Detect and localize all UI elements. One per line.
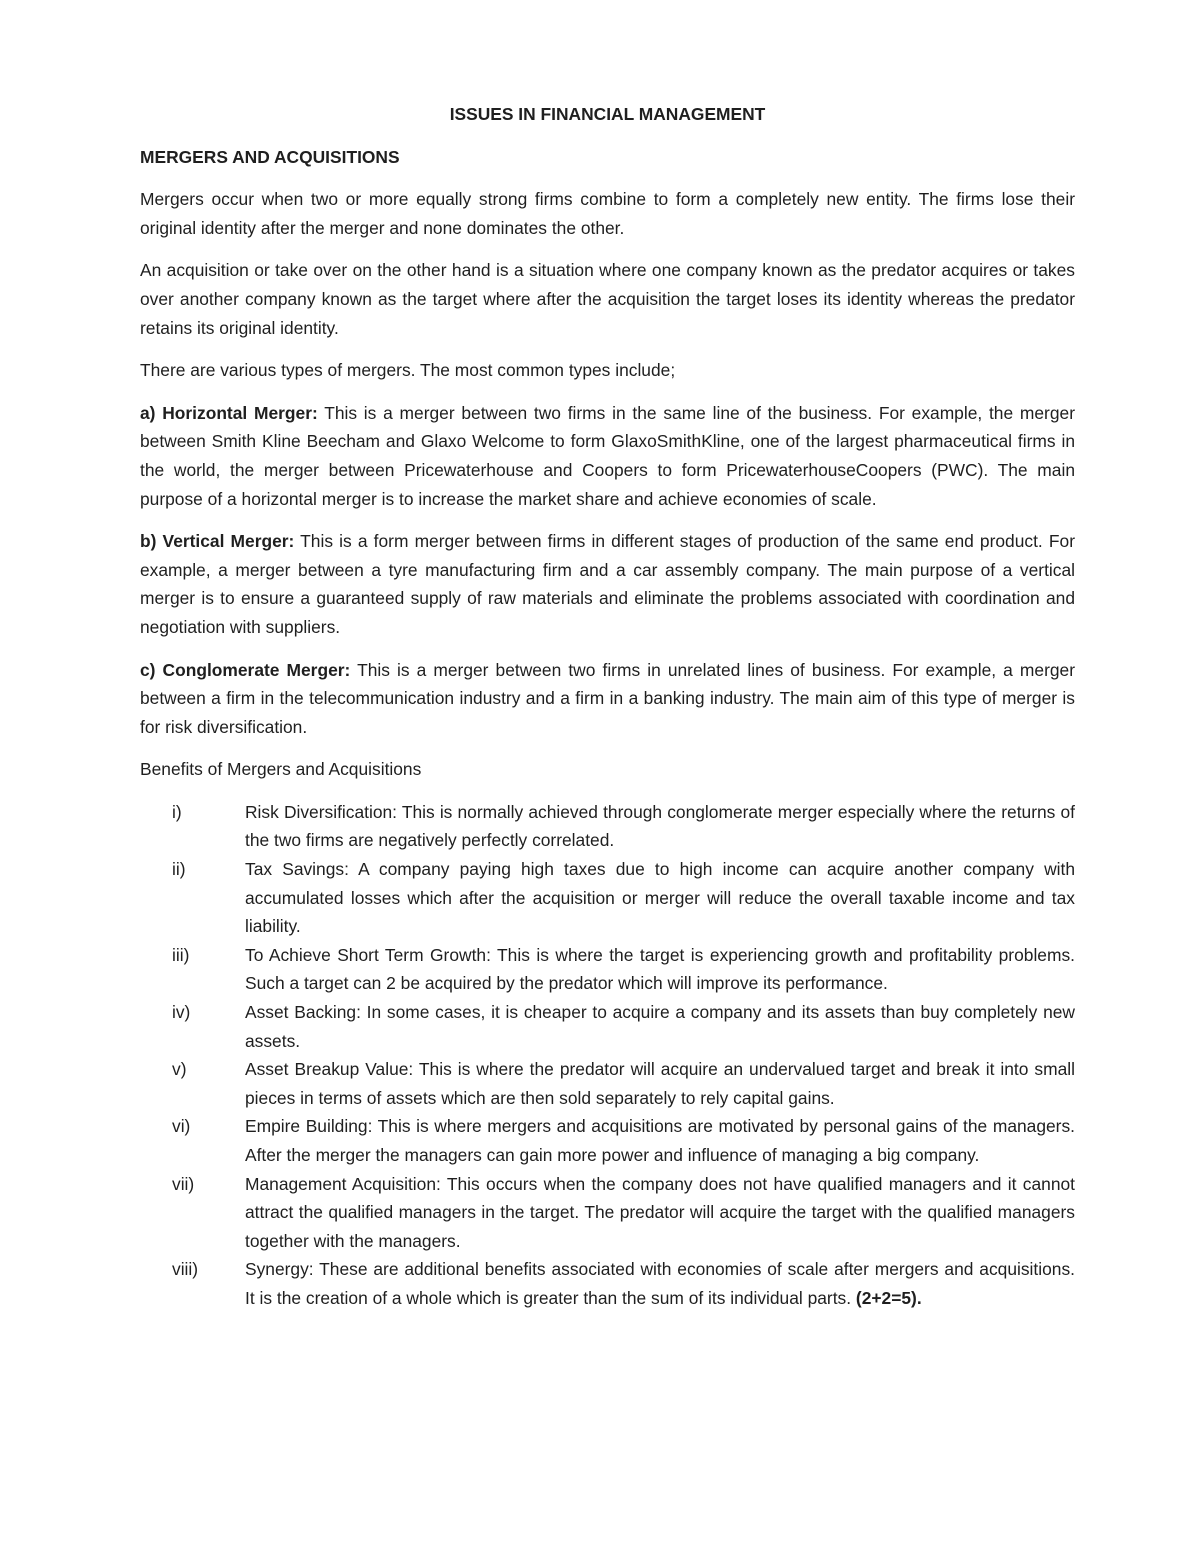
list-marker: vii)	[172, 1173, 195, 1194]
list-marker: iv)	[172, 1002, 191, 1023]
list-item	[140, 998, 1075, 1055]
list-marker: iii)	[172, 944, 190, 965]
list-item-text: To Achieve Short Term Growth: This is where the target is experiencing growth and profitability problems. Such a target can 2 be acquired by the predator which will improve its performance.	[245, 944, 1075, 994]
list-item-text: Asset Backing: In some cases, it is cheaper to acquire a company and its assets than buy completely new assets.	[245, 1002, 1075, 1051]
merger-type-conglomerate	[140, 656, 1075, 742]
list-item-text: Asset Breakup Value: This is where the predator will acquire an undervalued target and break it into small pieces in terms of assets which are then sold separately to rely capital gains.	[245, 1059, 1075, 1108]
list-item-text	[245, 1255, 1075, 1312]
list-item	[140, 1055, 1075, 1112]
benefits-heading: Benefits of Mergers and Acquisitions	[140, 759, 422, 780]
list-marker: vi)	[172, 1116, 191, 1137]
paragraph-mergers-definition: Mergers occur when two or more equally strong firms combine to form a completely new entity. The firms lose their original identity after the merger and none dominates the other.	[140, 189, 1075, 238]
list-item-text: Risk Diversification: This is normally achieved through conglomerate merger especially where the returns of the two firms are negatively perfectly correlated.	[245, 801, 1075, 851]
synergy-text: Synergy: These are additional benefits associated with economies of scale after mergers and acquisitions. It is the creation of a whole which is greater than the sum of its individual parts.	[245, 1259, 1075, 1308]
paragraph-types-intro: There are various types of mergers. The most common types include;	[140, 360, 676, 381]
list-item-text: Management Acquisition: This occurs when the company does not have qualified managers and it cannot attract the qualified managers in the target. The predator will acquire the target with the qualified managers together with the managers.	[245, 1173, 1075, 1251]
merger-type-horizontal	[140, 399, 1075, 513]
merger-type-vertical	[140, 527, 1075, 641]
list-item	[140, 1255, 1075, 1312]
list-marker: v)	[172, 1059, 187, 1080]
merger-type-text: This is a form merger between firms in different stages of production of the same end product. For example, a merger between a tyre manufacturing firm and a car assembly company. The main purpose of a vertical merger is to ensure a guaranteed supply of raw materials and eliminate the problems associated with coordination and negotiation with suppliers.	[140, 531, 1075, 637]
list-item	[140, 855, 1075, 941]
section-heading: MERGERS AND ACQUISITIONS	[140, 146, 400, 167]
list-item	[140, 941, 1075, 998]
list-marker: viii)	[172, 1259, 199, 1280]
benefits-list	[140, 798, 1075, 1313]
list-item	[140, 1170, 1075, 1256]
document-title: ISSUES IN FINANCIAL MANAGEMENT	[449, 104, 766, 124]
list-item	[140, 1112, 1075, 1169]
list-item	[140, 798, 1075, 855]
merger-type-label: c) Conglomerate Merger:	[140, 659, 351, 680]
list-marker: i)	[172, 801, 182, 822]
list-item-text: Empire Building: This is where mergers and acquisitions are motivated by personal gains of the managers. After the merger the managers can gain more power and influence of managing a big company.	[245, 1116, 1075, 1165]
merger-type-text: This is a merger between two firms in unrelated lines of business. For example, a merger between a firm in the telecommunication industry and a firm in a banking industry. The main aim of this type of merger is for risk diversification.	[140, 659, 1076, 737]
merger-type-text: This is a merger between two firms in the same line of the business. For example, the merger between Smith Kline Beecham and Glaxo Welcome to form GlaxoSmithKline, one of the largest pharmaceutical firms in the world, the merger between Pricewaterhouse and Coopers to form PricewaterhouseCoopers (PWC). The main purpose of a horizontal merger is to increase the market share and achieve economies of scale.	[140, 402, 1075, 509]
merger-type-label: a) Horizontal Merger:	[140, 402, 318, 423]
list-item-text: Tax Savings: A company paying high taxes due to high income can acquire another company with accumulated losses which after the acquisition or merger will reduce the overall taxable income and tax liability.	[245, 859, 1075, 937]
synergy-formula: (2+2=5).	[851, 1287, 922, 1308]
list-marker: ii)	[172, 859, 186, 880]
paragraph-acquisition-definition: An acquisition or take over on the other hand is a situation where one company known as the predator acquires or takes over another company known as the target where after the acquisition the target loses its identity whereas the predator retains its original identity.	[140, 260, 1075, 338]
merger-type-label: b) Vertical Merger:	[140, 531, 295, 552]
